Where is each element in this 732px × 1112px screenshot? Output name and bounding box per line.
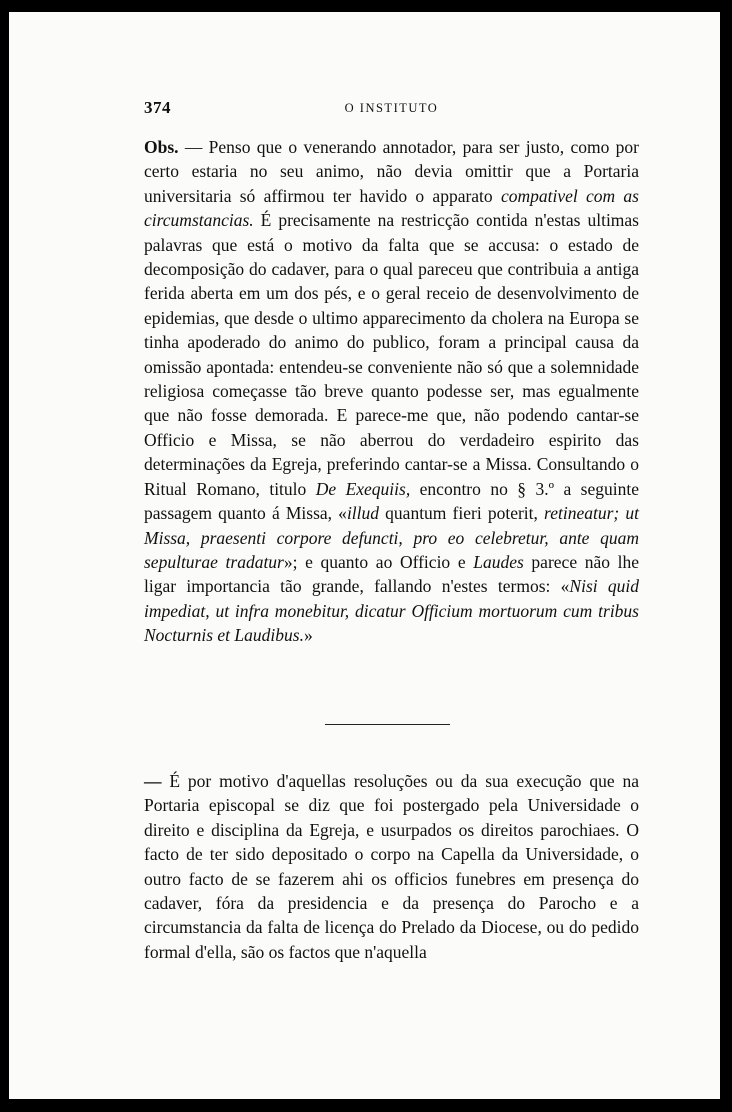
obs-text-1: Penso que o venerando annotador, para ser justo, como por certo estaria no seu animo, não devia omittir que a Portaria universitaria só affirmou ter havido o apparato (144, 137, 639, 206)
obs-text-7: » (303, 625, 313, 646)
running-title: O INSTITUTO (344, 101, 439, 115)
section-divider (325, 724, 450, 725)
second-text: É por motivo d'aquellas resoluções ou da sua execução que na Portaria episcopal se diz que foi postergado pela Universidade o direito e disciplina da Egreja, e usurpados os direitos parochiaes. O facto de ter sido depositado o corpo na Capella da Universidade, o outro facto de se fazerem ahi os officios funebres em presença do cadaver, fóra da presidencia e da presença do Parocho e a circumstancia da falta de licença do Prelado da Diocese, ou do pedido formal d'ella, são os factos que n'aquella (144, 771, 640, 962)
obs-text-3: encontro no § 3.º a seguinte passagem quanto á Missa, « (144, 478, 639, 524)
second-dash: — (144, 771, 170, 791)
page (9, 12, 720, 1099)
page-number: 374 (144, 98, 171, 117)
obs-text-5: »; e quanto ao Officio e (283, 551, 474, 572)
obs-italic-3: illud (346, 503, 380, 524)
obs-text-2: É precisamente na restricção contida n'estas ultimas palavras que está o motivo da falta que se accusa: o estado de decomposição do cadaver, para o qual pareceu que contribuia a antiga ferida aberta em um dos pés, e o geral receio de desenvolvimento de epidemias, que desde o ultimo apparecimento da cholera na Europa se tinha apoderado do animo do publico, foram a principal causa da omissão apontada: entendeu-se conveniente não só que a solemnidade religiosa começasse tão breve quanto podesse ser, mas egualmente que não fosse demorada. E parece-me que, não podendo cantar-se Officio e Missa, se não aberrou do verdadeiro espirito das determinações da Egreja, preferindo cantar-se a Missa. Consultando o Ritual Romano, titulo (144, 210, 639, 499)
obs-text-6: parece não lhe ligar importancia tão grande, fallando n'estes termos: « (144, 551, 640, 597)
obs-italic-1: compativel com as circumstancias. (144, 185, 639, 231)
obs-italic-6: Nisi quid impediat, ut infra monebitur, dicatur Officium mortuorum cum tribus Nocturnis et Laudibus. (144, 576, 639, 646)
obs-text-4: quantum fieri poterit, (379, 503, 545, 524)
obs-label: Obs. (144, 137, 179, 157)
obs-dash: — (178, 137, 209, 157)
obs-italic-4: retineatur; ut Missa, praesenti corpore defuncti, pro eo celebretur, ante quam sepulturae tradatur (144, 503, 639, 572)
obs-italic-5: Laudes (473, 551, 524, 572)
second-paragraph (144, 769, 639, 964)
obs-italic-2: De Exequiis, (315, 478, 411, 499)
page-header (144, 98, 639, 122)
obs-paragraph (144, 135, 639, 648)
